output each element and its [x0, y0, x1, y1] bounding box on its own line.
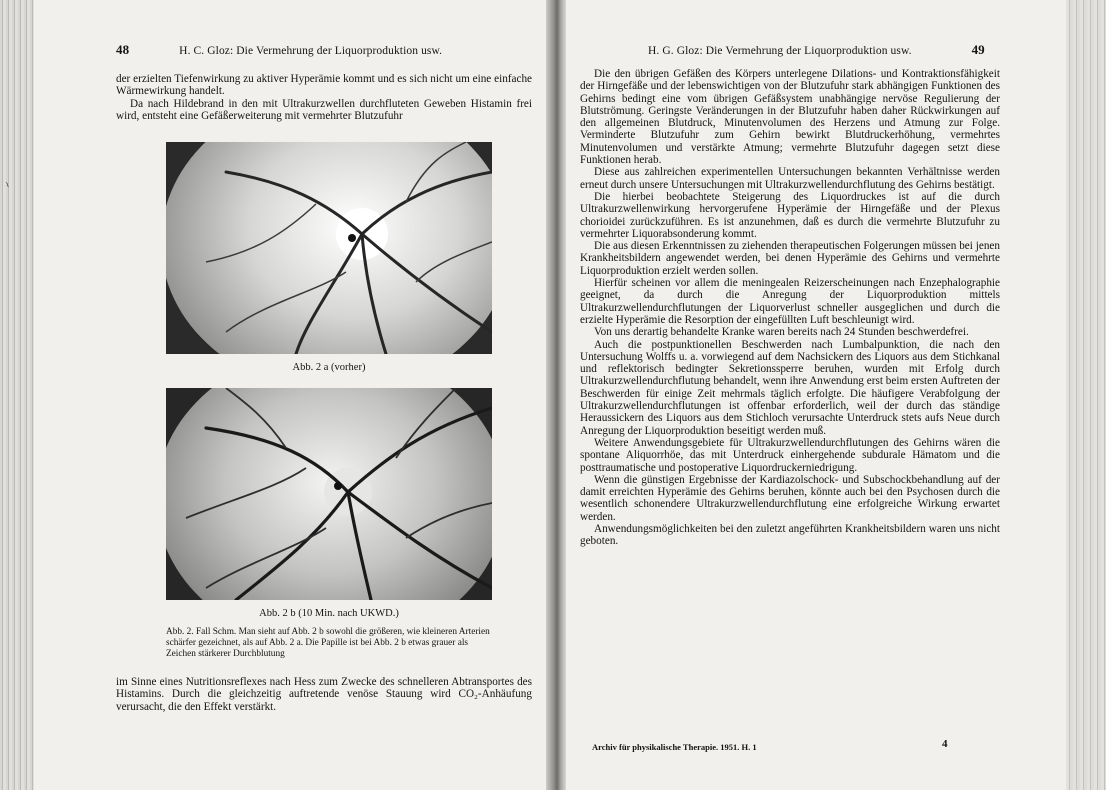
- paragraph: der erzielten Tiefenwirkung zu aktiver Hyperämie kommt und es sich nicht um eine einfache Wärmewirkung handelt.: [116, 73, 532, 98]
- journal-footer: Archiv für physikalische Therapie. 1951. H. 1: [592, 742, 757, 752]
- signature-mark: 4: [942, 738, 948, 750]
- right-body-text: [580, 68, 1000, 548]
- paragraph: Anwendungsmöglichkeiten bei den zuletzt angeführten Krankheitsbildern waren uns nicht geboten.: [580, 522, 1000, 548]
- paragraph: Auch die postpunktionellen Beschwerden nach Lumbalpunktion, die nach den Untersuchung Wolffs u. a. vorwiegend auf dem Nachsickern des Liquors aus dem Stichkanal und reflektorisch bedingter Sekretionssperre beruhen, wurden mit Erfolg durch Ultrakurzwellendurchflutung behandelt, wenn ihre Anwendung erst beim ersten Auftreten der Beschwerden für einige Zeit mehrmals täglich erfolgte. Die häufigere Verabfolgung der Ultrakurzwellendurchflutungen ist offenbar erforderlich, weil der durch das ständige Heraussickern des Liquors aus dem Stichloch verursachte Unterdruck stets aufs Neue durch Anregung der Liquorproduktion beseitigt werden muß.: [580, 338, 1000, 437]
- left-running-head: H. C. Gloz: Die Vermehrung der Liquorproduktion usw.: [179, 45, 443, 57]
- margin-mark: ~: [1, 179, 13, 190]
- left-page-header: [116, 42, 442, 58]
- paragraph: Hierfür scheinen vor allem die meningealen Reizerscheinungen nach Enzephalographie geeignet, da durch die Anregung der Liquorproduktion mittels Ultrakurzwellendurchflutungen der Liquorverlust schneller ausgeglichen und durch die erzielte Hyperämie die Resorption der eingefüllten Luft beschleunigt wird.: [580, 277, 1000, 326]
- fundus-illustration-2a: [166, 142, 492, 354]
- right-page-header: [648, 42, 985, 58]
- paragraph: Da nach Hildebrand in den mit Ultrakurzwellen durchfluteten Geweben Histamin frei wird, entsteht eine Gefäßerweiterung mit vermehrter Blutzufuhr: [116, 97, 532, 122]
- right-page-edge: [1066, 0, 1106, 790]
- paragraph: Weitere Anwendungsgebiete für Ultrakurzwellendurchflutungen des Gehirns wären die spontane Aliquorrhöe, das mit Unterdruck einhergehende subdurale Hämatom und die posttraumatische und postoperative Liquordruckerniedrigung.: [580, 436, 1000, 474]
- paragraph: im Sinne eines Nutritionsreflexes nach Hess zum Zwecke des schnelleren Abtransportes des Histamins. Durch die gleichzeitig auftretende venöse Stauung wird CO₂-Anhäufung verursacht, die den Effekt verstärkt.: [116, 676, 532, 713]
- right-page-number: 49: [971, 42, 985, 57]
- figure-2b-caption: Abb. 2 b (10 Min. nach UKWD.): [259, 608, 399, 619]
- paragraph: Die hierbei beobachtete Steigerung des Liquordruckes ist auf die durch Ultrakurzwellenwirkung hervorgerufene Hyperämie der Hirngefäße und der Plexus chorioidei zurückzuführen. Es ist anzunehmen, daß es durch die vermehrte Blutzufuhr zu vermehrter Liquorabsonderung kommt.: [580, 190, 1000, 240]
- figure-2a-caption: Abb. 2 a (vorher): [292, 362, 366, 373]
- paragraph: Wenn die günstigen Ergebnisse der Kardiazolschock- und Subschockbehandlung auf der damit erreichten Hyperämie des Gehirns beruhen, könnte auch bei den Psychosen durch die wesentlich schonendere Ultrakurzwellendurchflutung eine erfolgreiche Wirkung erwartet werden.: [580, 473, 1000, 523]
- book-gutter: [546, 0, 566, 790]
- paragraph: Diese aus zahlreichen experimentellen Untersuchungen bekannten Verhältnisse werden erneut durch unsere Untersuchungen mit Ultrakurzwellendurchflutung des Gehirns bestätigt.: [580, 166, 1000, 191]
- fundus-illustration-2b: [166, 388, 492, 600]
- left-page-edge: [0, 0, 34, 790]
- paragraph: Die den übrigen Gefäßen des Körpers unterlegene Dilations- und Kontraktionsfähigkeit der Hirngefäße und der lebenswichtigen von der Blutzufuhr stark abhängigen Funktionen des Gehirns bedingt eine vom übrigen Gefäßsystem unabhängige nervöse Regulierung der Blutströmung. Geringste Veränderungen in der Blutzufuhr haben daher Rückwirkungen auf den allgemeinen Blutdruck, Minutenvolumen des Herzens und Atmung zur Folge. Verminderte Blutzufuhr zum Gehirn bewirkt Blutdruckerhöhung, vermehrtes Minutenvolumen und verstärkte Atmung; vermehrte Blutzufuhr dagegen setzt diese Funktionen herab.: [580, 68, 1000, 167]
- right-page: [566, 0, 1066, 790]
- fundus-photo-2b: [166, 388, 492, 600]
- fundus-photo-2a: [166, 142, 492, 354]
- figure-legend: Abb. 2. Fall Schm. Man sieht auf Abb. 2 b sowohl die größeren, wie kleineren Arterien schärfer gezeichnet, als auf Abb. 2 a. Die Papille ist bei Abb. 2 b etwas grauer als Zeichen stärkerer Durchblutung: [166, 627, 490, 660]
- right-running-head: H. G. Gloz: Die Vermehrung der Liquorproduktion usw.: [648, 45, 912, 57]
- paragraph: Von uns derartig behandelte Kranke waren bereits nach 24 Stunden beschwerdefrei.: [594, 326, 969, 339]
- left-page-number: 48: [116, 42, 130, 57]
- left-bottom-text: [116, 676, 532, 713]
- paragraph: Die aus diesen Erkenntnissen zu ziehenden therapeutischen Folgerungen müssen bei jenen Krankheitsbildern angewendet werden, bei denen Hyperämie des Gehirns und vermehrte Liquorproduktion erzielt werden sollen.: [580, 240, 1000, 277]
- left-top-text: [116, 73, 532, 122]
- left-page: [34, 0, 546, 790]
